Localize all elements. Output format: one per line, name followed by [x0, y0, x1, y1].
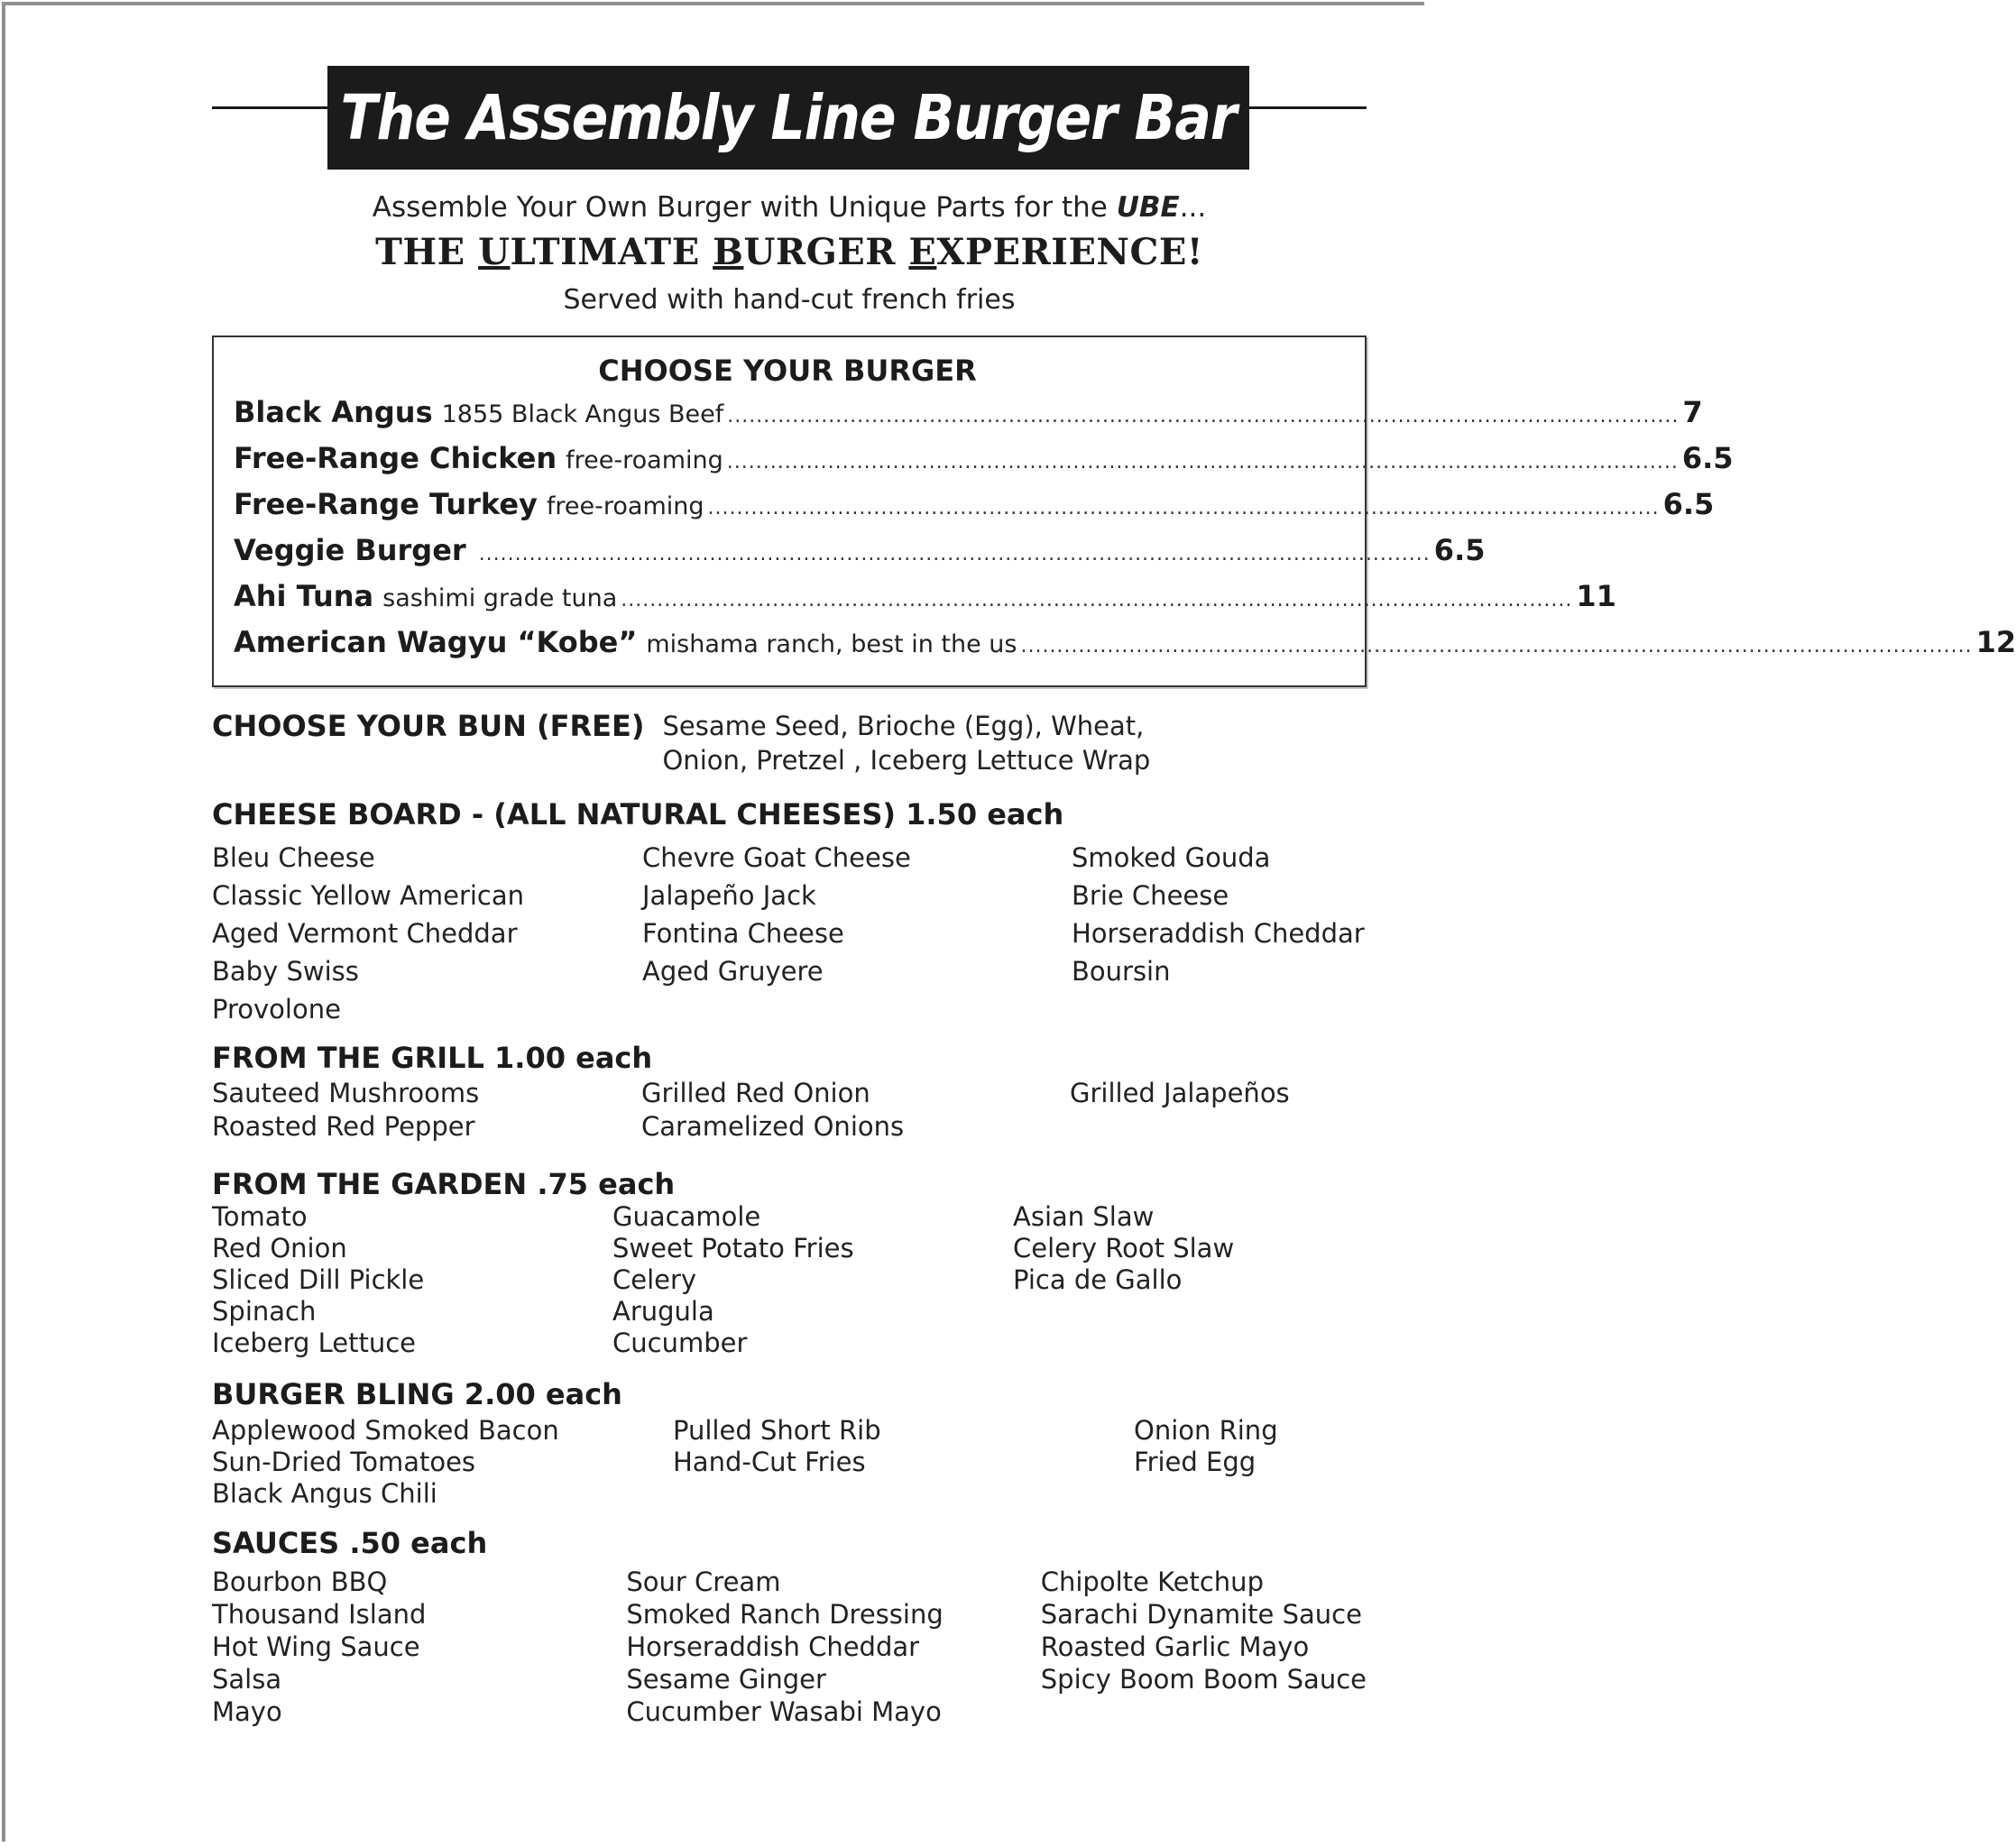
list-item: Horseraddish Cheddar: [1072, 918, 1365, 949]
list-item: Chipolte Ketchup: [1040, 1567, 1264, 1597]
burger-desc: mishama ranch, best in the us: [646, 630, 1017, 658]
list-item: Provolone: [212, 994, 341, 1025]
burger-name: Veggie Burger: [234, 533, 466, 567]
title-banner: [212, 63, 1367, 171]
sauces-section: [212, 1526, 1367, 1728]
tagline: [212, 191, 1367, 224]
garden-col-2: [612, 1201, 1013, 1359]
list-item: Sour Cream: [626, 1567, 781, 1597]
list-item: Celery: [612, 1264, 697, 1295]
grill-col-2: [641, 1077, 1070, 1144]
burger-item: [234, 533, 1486, 579]
list-item: Aged Gruyere: [642, 956, 824, 987]
garden-col-3: [1013, 1201, 1234, 1359]
list-item: Caramelized Onions: [641, 1111, 905, 1142]
cheese-col-1: [212, 839, 642, 1028]
burger-desc: free-roaming: [566, 446, 723, 474]
grill-col-1: [212, 1077, 641, 1144]
title-rule-left: [212, 106, 329, 109]
list-item: Fontina Cheese: [642, 918, 844, 949]
list-item: Baby Swiss: [212, 956, 359, 987]
tagline-abbr: UBE: [1116, 191, 1180, 224]
burger-desc: free-roaming: [546, 492, 704, 520]
list-item: Grilled Jalapeños: [1070, 1078, 1290, 1108]
headline: [212, 231, 1367, 273]
burger-price: 11: [1576, 579, 1616, 613]
list-item: Bleu Cheese: [212, 842, 375, 873]
bling-heading: BURGER BLING 2.00 each: [212, 1377, 622, 1411]
list-item: Pulled Short Rib: [673, 1415, 881, 1446]
garden-section: [212, 1167, 1367, 1359]
garden-heading: FROM THE GARDEN .75 each: [212, 1167, 676, 1201]
list-item: Iceberg Lettuce: [212, 1328, 417, 1358]
list-item: Thousand Island: [212, 1599, 427, 1630]
leader-dots: ....................................................................................................................................: [478, 543, 1431, 565]
sauces-col-1: [212, 1566, 626, 1728]
leader-dots: ....................................................................................................................................: [707, 497, 1660, 519]
list-item: Bourbon BBQ: [212, 1567, 388, 1597]
burger-price: 6.5: [1681, 441, 1734, 475]
title-rule-right: [1249, 106, 1367, 109]
list-item: Arugula: [612, 1296, 714, 1327]
list-item: Sun-Dried Tomatoes: [212, 1447, 476, 1477]
headline-underlined-letter: U: [478, 231, 511, 273]
burger-price: 7: [1682, 395, 1703, 429]
list-item: Sauteed Mushrooms: [212, 1078, 480, 1108]
list-item: Hand-Cut Fries: [673, 1447, 866, 1477]
bun-line: Onion, Pretzel , Iceberg Lettuce Wrap: [662, 745, 1151, 776]
cheese-section: [212, 797, 1367, 1028]
list-item: Smoked Ranch Dressing: [626, 1599, 944, 1630]
list-item: Tomato: [212, 1201, 308, 1232]
burger-price: 12: [1975, 625, 2016, 659]
list-item: Red Onion: [212, 1233, 347, 1263]
burger-item: [234, 579, 1616, 625]
bling-col-3: [1134, 1415, 1278, 1510]
cheese-col-3: [1072, 839, 1365, 1028]
tagline-ellipsis: ...: [1179, 191, 1207, 224]
list-item: Grilled Red Onion: [641, 1078, 870, 1108]
burger-name: Free-Range Chicken: [234, 441, 557, 475]
headline-part: THE: [375, 231, 479, 273]
grill-section: [212, 1041, 1367, 1144]
burger-box: [212, 335, 2016, 687]
tagline-text: Assemble Your Own Burger with Unique Parts for the: [372, 191, 1117, 224]
headline-part: URGER: [743, 231, 909, 273]
list-item: Chevre Goat Cheese: [642, 842, 911, 873]
bling-columns: [212, 1415, 1367, 1510]
bun-line: Sesame Seed, Brioche (Egg), Wheat,: [662, 711, 1145, 741]
grill-col-3: [1070, 1077, 1290, 1144]
list-item: Guacamole: [612, 1201, 761, 1232]
list-item: Sweet Potato Fries: [612, 1233, 854, 1263]
list-item: Roasted Red Pepper: [212, 1111, 475, 1142]
list-item: Cucumber: [612, 1328, 748, 1358]
list-item: Celery Root Slaw: [1013, 1233, 1235, 1263]
restaurant-title: The Assembly Line Burger Bar: [340, 81, 1237, 154]
headline-part: LTIMATE: [510, 231, 713, 273]
burger-name: Black Angus: [234, 395, 433, 429]
list-item: Boursin: [1072, 956, 1171, 987]
burger-box-title: CHOOSE YOUR BURGER: [598, 354, 977, 388]
sauces-heading: SAUCES .50 each: [212, 1526, 488, 1560]
list-item: Black Angus Chili: [212, 1478, 437, 1509]
list-item: Cucumber Wasabi Mayo: [626, 1696, 942, 1727]
bling-section: [212, 1377, 1367, 1510]
headline-part: XPERIENCE!: [936, 231, 1203, 273]
leader-dots: ....................................................................................................................................: [727, 405, 1680, 427]
headline-underlined-letter: B: [713, 231, 744, 273]
burger-item: [234, 395, 1703, 441]
burger-item: [234, 441, 1734, 487]
leader-dots: ....................................................................................................................................: [1020, 635, 1973, 657]
grill-columns: [212, 1077, 1367, 1144]
garden-columns: [212, 1201, 1367, 1359]
list-item: Applewood Smoked Bacon: [212, 1415, 559, 1446]
burger-price: 6.5: [1662, 487, 1715, 521]
bun-options: [662, 709, 1150, 777]
list-item: Roasted Garlic Mayo: [1040, 1631, 1310, 1662]
list-item: Smoked Gouda: [1072, 842, 1271, 873]
menu-page: [212, 63, 2016, 1728]
list-item: Jalapeño Jack: [642, 880, 816, 911]
sauces-col-2: [626, 1566, 1040, 1728]
title-box: [327, 66, 1249, 170]
list-item: Salsa: [212, 1664, 282, 1695]
list-item: Aged Vermont Cheddar: [212, 918, 518, 949]
headline-underlined-letter: E: [908, 231, 937, 273]
cheese-heading: CHEESE BOARD - (ALL NATURAL CHEESES) 1.50 each: [212, 797, 1064, 832]
list-item: Sesame Ginger: [626, 1664, 826, 1695]
list-item: Brie Cheese: [1072, 880, 1229, 911]
grill-heading: FROM THE GRILL 1.00 each: [212, 1041, 653, 1075]
bun-section: [212, 709, 1367, 777]
served-note: Served with hand-cut french fries: [563, 284, 1016, 316]
list-item: Classic Yellow American: [212, 880, 525, 911]
burger-name: Ahi Tuna: [234, 579, 374, 613]
cheese-columns: [212, 839, 1367, 1028]
list-item: Horseraddish Cheddar: [626, 1631, 920, 1662]
cheese-col-2: [642, 839, 1072, 1028]
list-item: Spicy Boom Boom Sauce: [1040, 1664, 1367, 1695]
list-item: Asian Slaw: [1013, 1201, 1155, 1232]
burger-price: 6.5: [1433, 533, 1486, 567]
burger-name: American Wagyu “Kobe”: [234, 625, 638, 659]
list-item: Pica de Gallo: [1013, 1264, 1183, 1295]
leader-dots: ....................................................................................................................................: [726, 451, 1679, 473]
list-item: Sarachi Dynamite Sauce: [1040, 1599, 1362, 1630]
bling-col-2: [673, 1415, 1134, 1510]
bun-heading: CHOOSE YOUR BUN (FREE): [212, 709, 645, 743]
bling-col-1: [212, 1415, 673, 1510]
list-item: Onion Ring: [1134, 1415, 1278, 1446]
list-item: Fried Egg: [1134, 1447, 1257, 1477]
sauces-col-3: [1041, 1566, 1367, 1728]
leader-dots: ....................................................................................................................................: [621, 589, 1573, 611]
burger-desc: 1855 Black Angus Beef: [441, 400, 724, 428]
burger-item: [234, 625, 2016, 671]
garden-col-1: [212, 1201, 612, 1359]
list-item: Spinach: [212, 1296, 317, 1327]
burger-item: [234, 487, 1715, 533]
list-item: Sliced Dill Pickle: [212, 1264, 425, 1295]
sauces-columns: [212, 1566, 1367, 1728]
list-item: Hot Wing Sauce: [212, 1631, 420, 1662]
burger-name: Free-Range Turkey: [234, 487, 538, 521]
burger-desc: sashimi grade tuna: [382, 584, 618, 612]
list-item: Mayo: [212, 1696, 282, 1727]
